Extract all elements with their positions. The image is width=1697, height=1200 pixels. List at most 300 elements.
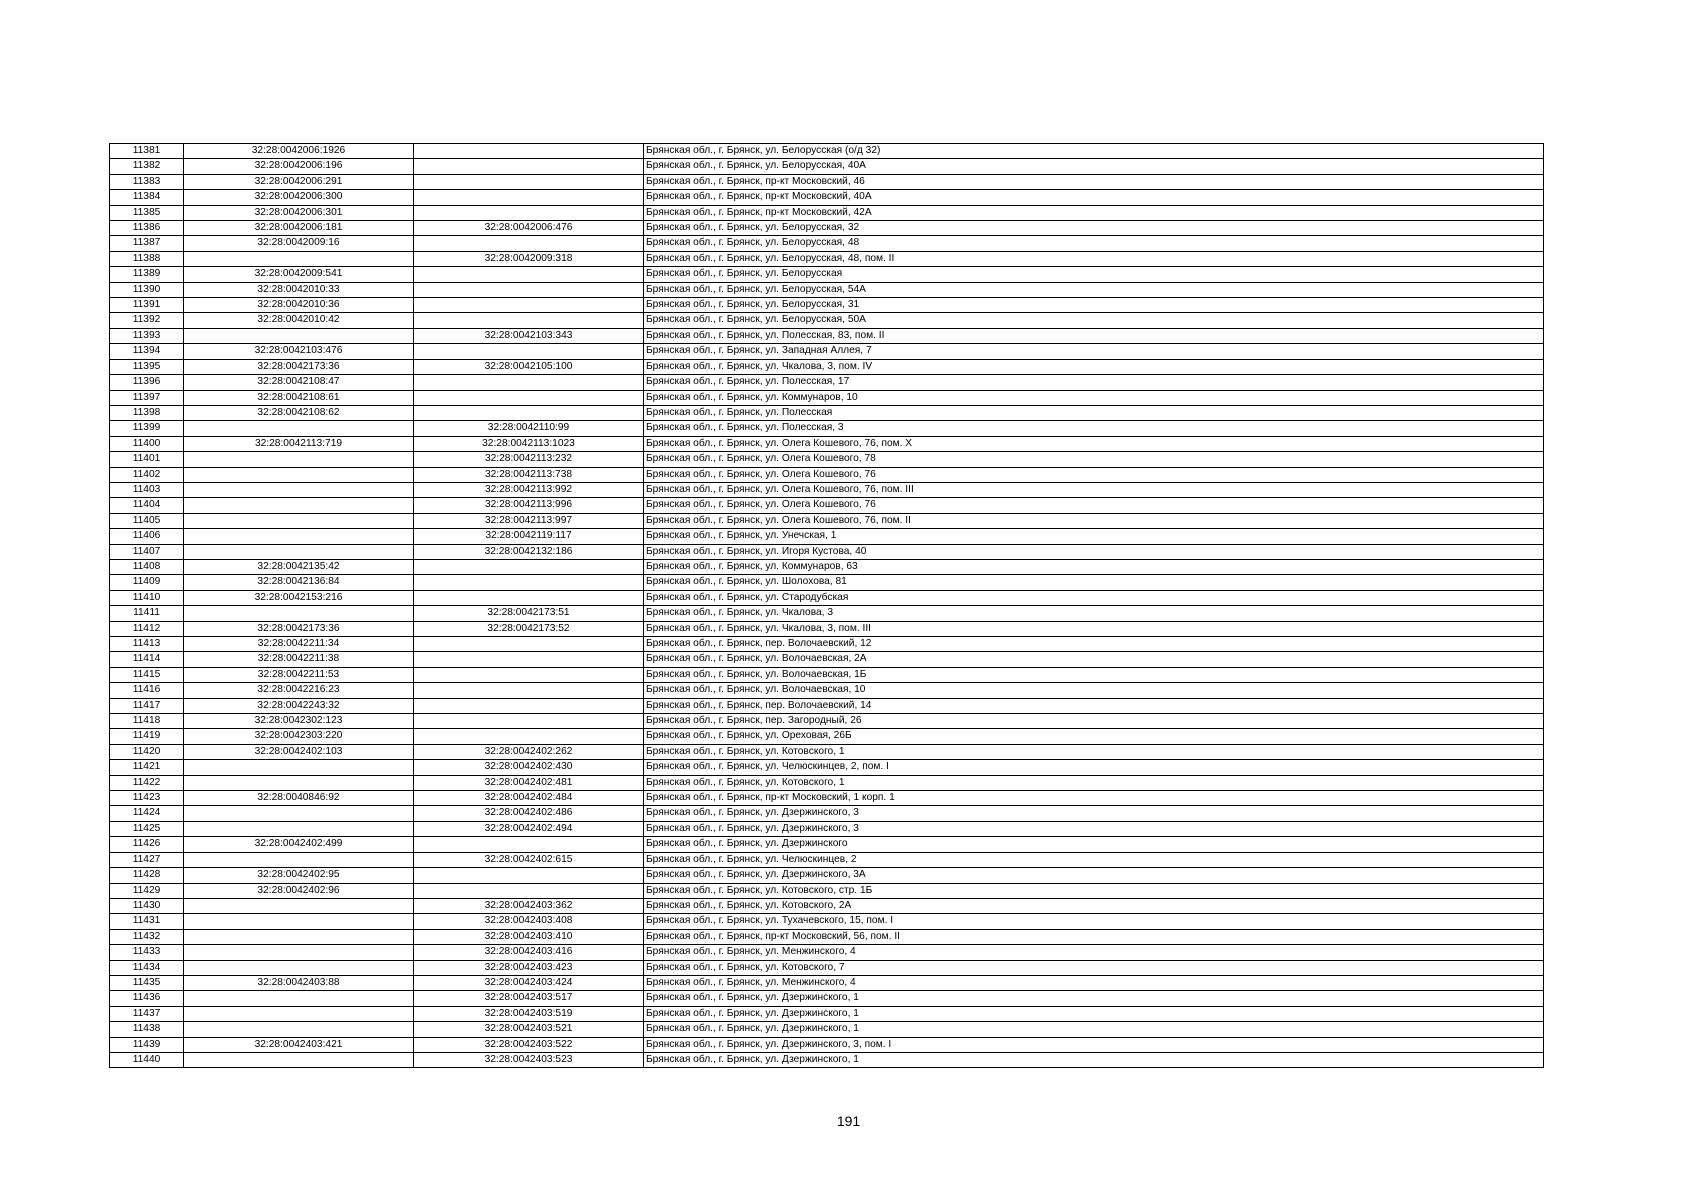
row-number-cell: 11386 [110, 221, 184, 236]
cadastral-number-cell: 32:28:0042243:32 [184, 698, 414, 713]
cadastral-number-cell [184, 606, 414, 621]
table-row [110, 637, 1544, 652]
row-number-cell: 11383 [110, 174, 184, 189]
table-row [110, 282, 1544, 297]
row-number-cell: 11389 [110, 267, 184, 282]
table-row [110, 714, 1544, 729]
address-cell: Брянская обл., г. Брянск, ул. Дзержинского, 1 [644, 1022, 1544, 1037]
address-cell: Брянская обл., г. Брянск, ул. Стародубская [644, 590, 1544, 605]
object-cadastral-number-cell: 32:28:0042006:476 [414, 221, 644, 236]
object-cadastral-number-cell: 32:28:0042103:343 [414, 328, 644, 343]
address-cell: Брянская обл., г. Брянск, ул. Чкалова, 3, пом. IV [644, 359, 1544, 374]
object-cadastral-number-cell [414, 868, 644, 883]
address-cell: Брянская обл., г. Брянск, пр-кт Московский, 1 корп. 1 [644, 791, 1544, 806]
table-row [110, 652, 1544, 667]
table-row [110, 159, 1544, 174]
object-cadastral-number-cell: 32:28:0042403:416 [414, 945, 644, 960]
address-cell: Брянская обл., г. Брянск, ул. Олега Кошевого, 76 [644, 467, 1544, 482]
table-row [110, 298, 1544, 313]
address-cell: Брянская обл., г. Брянск, пер. Загородный, 26 [644, 714, 1544, 729]
table-row [110, 775, 1544, 790]
table-row [110, 791, 1544, 806]
cadastral-number-cell: 32:28:0042006:181 [184, 221, 414, 236]
object-cadastral-number-cell [414, 714, 644, 729]
table-row [110, 375, 1544, 390]
object-cadastral-number-cell [414, 174, 644, 189]
row-number-cell: 11428 [110, 868, 184, 883]
address-cell: Брянская обл., г. Брянск, ул. Котовского, стр. 1Б [644, 883, 1544, 898]
cadastral-number-cell: 32:28:0042006:301 [184, 205, 414, 220]
address-cell: Брянская обл., г. Брянск, ул. Полесская [644, 405, 1544, 420]
cadastral-number-cell [184, 452, 414, 467]
row-number-cell: 11396 [110, 375, 184, 390]
cadastral-number-cell [184, 482, 414, 497]
table-row [110, 760, 1544, 775]
cadastral-number-cell: 32:28:0042403:421 [184, 1037, 414, 1052]
cadastral-number-cell: 32:28:0042010:33 [184, 282, 414, 297]
cadastral-number-cell [184, 498, 414, 513]
table-row [110, 498, 1544, 513]
object-cadastral-number-cell [414, 637, 644, 652]
table-row [110, 621, 1544, 636]
address-cell: Брянская обл., г. Брянск, ул. Волочаевская, 1Б [644, 667, 1544, 682]
address-cell: Брянская обл., г. Брянск, ул. Шолохова, 81 [644, 575, 1544, 590]
row-number-cell: 11431 [110, 914, 184, 929]
address-cell: Брянская обл., г. Брянск, ул. Белорусская, 54А [644, 282, 1544, 297]
object-cadastral-number-cell: 32:28:0042009:318 [414, 251, 644, 266]
object-cadastral-number-cell: 32:28:0042403:408 [414, 914, 644, 929]
row-number-cell: 11407 [110, 544, 184, 559]
address-cell: Брянская обл., г. Брянск, пр-кт Московский, 40А [644, 190, 1544, 205]
object-cadastral-number-cell: 32:28:0042403:523 [414, 1052, 644, 1067]
object-cadastral-number-cell: 32:28:0042403:423 [414, 960, 644, 975]
row-number-cell: 11390 [110, 282, 184, 297]
address-cell: Брянская обл., г. Брянск, ул. Унечская, 1 [644, 529, 1544, 544]
row-number-cell: 11406 [110, 529, 184, 544]
table-row [110, 1022, 1544, 1037]
address-cell: Брянская обл., г. Брянск, ул. Полесская, 3 [644, 421, 1544, 436]
cadastral-number-cell [184, 991, 414, 1006]
row-number-cell: 11432 [110, 929, 184, 944]
cadastral-number-cell [184, 914, 414, 929]
table-row [110, 852, 1544, 867]
object-cadastral-number-cell: 32:28:0042403:521 [414, 1022, 644, 1037]
object-cadastral-number-cell: 32:28:0042403:362 [414, 898, 644, 913]
object-cadastral-number-cell: 32:28:0042403:410 [414, 929, 644, 944]
table-row [110, 559, 1544, 574]
object-cadastral-number-cell: 32:28:0042402:481 [414, 775, 644, 790]
cadastral-number-cell: 32:28:0042302:123 [184, 714, 414, 729]
row-number-cell: 11404 [110, 498, 184, 513]
cadastral-number-cell [184, 945, 414, 960]
row-number-cell: 11425 [110, 821, 184, 836]
page-number: 191 [836, 1113, 861, 1129]
address-cell: Брянская обл., г. Брянск, пер. Волочаевский, 14 [644, 698, 1544, 713]
address-cell: Брянская обл., г. Брянск, ул. Дзержинского, 1 [644, 1006, 1544, 1021]
object-cadastral-number-cell [414, 683, 644, 698]
cadastral-number-cell: 32:28:0042108:61 [184, 390, 414, 405]
row-number-cell: 11435 [110, 975, 184, 990]
object-cadastral-number-cell: 32:28:0042132:186 [414, 544, 644, 559]
table-row [110, 221, 1544, 236]
table-row [110, 1052, 1544, 1067]
cadastral-number-cell: 32:28:0042006:291 [184, 174, 414, 189]
cadastral-number-cell: 32:28:0042108:47 [184, 375, 414, 390]
address-cell: Брянская обл., г. Брянск, ул. Дзержинского, 1 [644, 1052, 1544, 1067]
object-cadastral-number-cell [414, 236, 644, 251]
table-row [110, 868, 1544, 883]
table-row [110, 744, 1544, 759]
address-cell: Брянская обл., г. Брянск, ул. Белорусская, 50А [644, 313, 1544, 328]
row-number-cell: 11437 [110, 1006, 184, 1021]
cadastral-number-cell: 32:28:0042211:34 [184, 637, 414, 652]
object-cadastral-number-cell: 32:28:0042173:52 [414, 621, 644, 636]
table-row [110, 236, 1544, 251]
address-cell: Брянская обл., г. Брянск, ул. Западная Аллея, 7 [644, 344, 1544, 359]
address-cell: Брянская обл., г. Брянск, ул. Олега Кошевого, 76, пом. III [644, 482, 1544, 497]
address-cell: Брянская обл., г. Брянск, ул. Олега Кошевого, 76, пом. II [644, 513, 1544, 528]
cadastral-number-cell [184, 806, 414, 821]
row-number-cell: 11420 [110, 744, 184, 759]
table-row [110, 421, 1544, 436]
object-cadastral-number-cell: 32:28:0042113:1023 [414, 436, 644, 451]
row-number-cell: 11422 [110, 775, 184, 790]
address-cell: Брянская обл., г. Брянск, пр-кт Московский, 56, пом. II [644, 929, 1544, 944]
table-row [110, 606, 1544, 621]
address-cell: Брянская обл., г. Брянск, ул. Менжинского, 4 [644, 975, 1544, 990]
cadastral-number-cell [184, 1052, 414, 1067]
row-number-cell: 11440 [110, 1052, 184, 1067]
object-cadastral-number-cell: 32:28:0042402:430 [414, 760, 644, 775]
object-cadastral-number-cell: 32:28:0042402:494 [414, 821, 644, 836]
row-number-cell: 11397 [110, 390, 184, 405]
cadastral-number-cell: 32:28:0042103:476 [184, 344, 414, 359]
object-cadastral-number-cell [414, 344, 644, 359]
address-cell: Брянская обл., г. Брянск, ул. Белорусская, 32 [644, 221, 1544, 236]
row-number-cell: 11387 [110, 236, 184, 251]
row-number-cell: 11398 [110, 405, 184, 420]
cadastral-number-cell: 32:28:0042402:95 [184, 868, 414, 883]
cadastral-number-cell [184, 529, 414, 544]
object-cadastral-number-cell [414, 313, 644, 328]
cadastral-number-cell [184, 544, 414, 559]
row-number-cell: 11426 [110, 837, 184, 852]
row-number-cell: 11388 [110, 251, 184, 266]
cadastral-number-cell: 32:28:0042402:103 [184, 744, 414, 759]
table-row [110, 883, 1544, 898]
object-cadastral-number-cell [414, 159, 644, 174]
address-cell: Брянская обл., г. Брянск, ул. Менжинского, 4 [644, 945, 1544, 960]
table-row [110, 575, 1544, 590]
object-cadastral-number-cell: 32:28:0042113:232 [414, 452, 644, 467]
address-cell: Брянская обл., г. Брянск, ул. Котовского, 2А [644, 898, 1544, 913]
register-table [109, 143, 1544, 1068]
object-cadastral-number-cell: 32:28:0042403:522 [414, 1037, 644, 1052]
cadastral-number-cell [184, 1022, 414, 1037]
address-cell: Брянская обл., г. Брянск, ул. Челюскинцев, 2 [644, 852, 1544, 867]
object-cadastral-number-cell [414, 390, 644, 405]
object-cadastral-number-cell [414, 282, 644, 297]
row-number-cell: 11414 [110, 652, 184, 667]
cadastral-number-cell: 32:28:0042153:216 [184, 590, 414, 605]
cadastral-number-cell: 32:28:0042303:220 [184, 729, 414, 744]
row-number-cell: 11436 [110, 991, 184, 1006]
cadastral-number-cell [184, 775, 414, 790]
row-number-cell: 11421 [110, 760, 184, 775]
address-cell: Брянская обл., г. Брянск, ул. Чкалова, 3, пом. III [644, 621, 1544, 636]
object-cadastral-number-cell: 32:28:0042113:997 [414, 513, 644, 528]
address-cell: Брянская обл., г. Брянск, ул. Дзержинского, 3А [644, 868, 1544, 883]
address-cell: Брянская обл., г. Брянск, ул. Олега Кошевого, 76 [644, 498, 1544, 513]
address-cell: Брянская обл., г. Брянск, ул. Коммунаров, 63 [644, 559, 1544, 574]
cadastral-number-cell [184, 1006, 414, 1021]
row-number-cell: 11392 [110, 313, 184, 328]
table-row [110, 821, 1544, 836]
address-cell: Брянская обл., г. Брянск, ул. Белорусская, 31 [644, 298, 1544, 313]
table-row [110, 328, 1544, 343]
address-cell: Брянская обл., г. Брянск, ул. Полесская, 83, пом. II [644, 328, 1544, 343]
address-cell: Брянская обл., г. Брянск, ул. Белорусская [644, 267, 1544, 282]
object-cadastral-number-cell [414, 205, 644, 220]
object-cadastral-number-cell: 32:28:0042403:424 [414, 975, 644, 990]
table-row [110, 205, 1544, 220]
row-number-cell: 11385 [110, 205, 184, 220]
cadastral-number-cell [184, 467, 414, 482]
address-cell: Брянская обл., г. Брянск, ул. Дзержинского, 1 [644, 991, 1544, 1006]
cadastral-number-cell [184, 852, 414, 867]
address-cell: Брянская обл., г. Брянск, ул. Олега Кошевого, 78 [644, 452, 1544, 467]
row-number-cell: 11430 [110, 898, 184, 913]
cadastral-number-cell: 32:28:0042216:23 [184, 683, 414, 698]
table-row [110, 898, 1544, 913]
row-number-cell: 11413 [110, 637, 184, 652]
object-cadastral-number-cell [414, 667, 644, 682]
address-cell: Брянская обл., г. Брянск, ул. Волочаевская, 10 [644, 683, 1544, 698]
table-row [110, 806, 1544, 821]
object-cadastral-number-cell [414, 559, 644, 574]
row-number-cell: 11429 [110, 883, 184, 898]
cadastral-number-cell [184, 328, 414, 343]
cadastral-number-cell: 32:28:0042136:84 [184, 575, 414, 590]
row-number-cell: 11408 [110, 559, 184, 574]
cadastral-number-cell: 32:28:0042173:36 [184, 621, 414, 636]
cadastral-number-cell [184, 929, 414, 944]
row-number-cell: 11427 [110, 852, 184, 867]
object-cadastral-number-cell [414, 575, 644, 590]
address-cell: Брянская обл., г. Брянск, пр-кт Московский, 42А [644, 205, 1544, 220]
object-cadastral-number-cell: 32:28:0042113:996 [414, 498, 644, 513]
row-number-cell: 11438 [110, 1022, 184, 1037]
address-cell: Брянская обл., г. Брянск, ул. Дзержинского, 3 [644, 806, 1544, 821]
row-number-cell: 11399 [110, 421, 184, 436]
object-cadastral-number-cell [414, 698, 644, 713]
address-cell: Брянская обл., г. Брянск, ул. Белорусская, 40А [644, 159, 1544, 174]
row-number-cell: 11409 [110, 575, 184, 590]
address-cell: Брянская обл., г. Брянск, ул. Челюскинцев, 2, пом. I [644, 760, 1544, 775]
row-number-cell: 11439 [110, 1037, 184, 1052]
table-row [110, 313, 1544, 328]
table-row [110, 359, 1544, 374]
address-cell: Брянская обл., г. Брянск, ул. Котовского, 1 [644, 775, 1544, 790]
row-number-cell: 11393 [110, 328, 184, 343]
table-row [110, 1037, 1544, 1052]
object-cadastral-number-cell [414, 405, 644, 420]
table-row [110, 729, 1544, 744]
cadastral-number-cell: 32:28:0042006:1926 [184, 144, 414, 159]
table-row [110, 991, 1544, 1006]
cadastral-number-cell: 32:28:0042010:36 [184, 298, 414, 313]
table-row [110, 837, 1544, 852]
register-table-body [110, 144, 1544, 1068]
table-row [110, 683, 1544, 698]
address-cell: Брянская обл., г. Брянск, ул. Котовского, 1 [644, 744, 1544, 759]
object-cadastral-number-cell: 32:28:0042105:100 [414, 359, 644, 374]
address-cell: Брянская обл., г. Брянск, ул. Игоря Кустова, 40 [644, 544, 1544, 559]
row-number-cell: 11419 [110, 729, 184, 744]
cadastral-number-cell: 32:28:0042173:36 [184, 359, 414, 374]
row-number-cell: 11424 [110, 806, 184, 821]
table-row [110, 544, 1544, 559]
object-cadastral-number-cell [414, 144, 644, 159]
object-cadastral-number-cell [414, 267, 644, 282]
cadastral-number-cell: 32:28:0040846:92 [184, 791, 414, 806]
cadastral-number-cell: 32:28:0042402:499 [184, 837, 414, 852]
table-row [110, 190, 1544, 205]
address-cell: Брянская обл., г. Брянск, ул. Дзержинского [644, 837, 1544, 852]
object-cadastral-number-cell [414, 729, 644, 744]
row-number-cell: 11382 [110, 159, 184, 174]
table-row [110, 251, 1544, 266]
object-cadastral-number-cell: 32:28:0042113:992 [414, 482, 644, 497]
object-cadastral-number-cell: 32:28:0042113:738 [414, 467, 644, 482]
cadastral-number-cell [184, 251, 414, 266]
table-row [110, 698, 1544, 713]
address-cell: Брянская обл., г. Брянск, ул. Тухачевского, 15, пом. I [644, 914, 1544, 929]
address-cell: Брянская обл., г. Брянск, ул. Полесская, 17 [644, 375, 1544, 390]
object-cadastral-number-cell: 32:28:0042402:615 [414, 852, 644, 867]
address-cell: Брянская обл., г. Брянск, ул. Белорусская, 48, пом. II [644, 251, 1544, 266]
address-cell: Брянская обл., г. Брянск, ул. Котовского, 7 [644, 960, 1544, 975]
row-number-cell: 11416 [110, 683, 184, 698]
object-cadastral-number-cell [414, 883, 644, 898]
cadastral-number-cell: 32:28:0042403:88 [184, 975, 414, 990]
cadastral-number-cell: 32:28:0042402:96 [184, 883, 414, 898]
row-number-cell: 11418 [110, 714, 184, 729]
row-number-cell: 11400 [110, 436, 184, 451]
row-number-cell: 11381 [110, 144, 184, 159]
object-cadastral-number-cell: 32:28:0042402:262 [414, 744, 644, 759]
object-cadastral-number-cell [414, 298, 644, 313]
address-cell: Брянская обл., г. Брянск, ул. Белорусская (о/д 32) [644, 144, 1544, 159]
object-cadastral-number-cell: 32:28:0042119:117 [414, 529, 644, 544]
address-cell: Брянская обл., г. Брянск, ул. Ореховая, 26Б [644, 729, 1544, 744]
row-number-cell: 11384 [110, 190, 184, 205]
cadastral-number-cell: 32:28:0042009:16 [184, 236, 414, 251]
address-cell: Брянская обл., г. Брянск, ул. Волочаевская, 2А [644, 652, 1544, 667]
cadastral-number-cell [184, 898, 414, 913]
table-row [110, 436, 1544, 451]
table-row [110, 390, 1544, 405]
cadastral-number-cell: 32:28:0042135:42 [184, 559, 414, 574]
cadastral-number-cell: 32:28:0042108:62 [184, 405, 414, 420]
cadastral-number-cell: 32:28:0042006:196 [184, 159, 414, 174]
table-row [110, 1006, 1544, 1021]
table-row [110, 513, 1544, 528]
table-row [110, 529, 1544, 544]
cadastral-number-cell: 32:28:0042006:300 [184, 190, 414, 205]
row-number-cell: 11405 [110, 513, 184, 528]
cadastral-number-cell: 32:28:0042009:541 [184, 267, 414, 282]
table-row [110, 590, 1544, 605]
address-cell: Брянская обл., г. Брянск, ул. Олега Кошевого, 76, пом. X [644, 436, 1544, 451]
table-row [110, 144, 1544, 159]
table-row [110, 452, 1544, 467]
object-cadastral-number-cell: 32:28:0042402:486 [414, 806, 644, 821]
table-row [110, 929, 1544, 944]
table-row [110, 945, 1544, 960]
object-cadastral-number-cell: 32:28:0042173:51 [414, 606, 644, 621]
address-cell: Брянская обл., г. Брянск, ул. Дзержинского, 3, пом. I [644, 1037, 1544, 1052]
cadastral-number-cell [184, 960, 414, 975]
object-cadastral-number-cell [414, 837, 644, 852]
cadastral-number-cell: 32:28:0042211:38 [184, 652, 414, 667]
address-cell: Брянская обл., г. Брянск, ул. Чкалова, 3 [644, 606, 1544, 621]
row-number-cell: 11434 [110, 960, 184, 975]
object-cadastral-number-cell: 32:28:0042402:484 [414, 791, 644, 806]
row-number-cell: 11395 [110, 359, 184, 374]
object-cadastral-number-cell: 32:28:0042403:517 [414, 991, 644, 1006]
table-row [110, 667, 1544, 682]
address-cell: Брянская обл., г. Брянск, пер. Волочаевский, 12 [644, 637, 1544, 652]
row-number-cell: 11410 [110, 590, 184, 605]
object-cadastral-number-cell [414, 652, 644, 667]
cadastral-number-cell: 32:28:0042010:42 [184, 313, 414, 328]
object-cadastral-number-cell [414, 190, 644, 205]
address-cell: Брянская обл., г. Брянск, ул. Дзержинского, 3 [644, 821, 1544, 836]
cadastral-number-cell [184, 513, 414, 528]
row-number-cell: 11391 [110, 298, 184, 313]
row-number-cell: 11415 [110, 667, 184, 682]
row-number-cell: 11423 [110, 791, 184, 806]
table-row [110, 267, 1544, 282]
cadastral-number-cell [184, 821, 414, 836]
object-cadastral-number-cell [414, 375, 644, 390]
cadastral-number-cell [184, 421, 414, 436]
address-cell: Брянская обл., г. Брянск, пр-кт Московский, 46 [644, 174, 1544, 189]
table-row [110, 960, 1544, 975]
row-number-cell: 11394 [110, 344, 184, 359]
address-cell: Брянская обл., г. Брянск, ул. Белорусская, 48 [644, 236, 1544, 251]
table-row [110, 975, 1544, 990]
object-cadastral-number-cell: 32:28:0042110:99 [414, 421, 644, 436]
table-row [110, 467, 1544, 482]
object-cadastral-number-cell [414, 590, 644, 605]
cadastral-number-cell [184, 760, 414, 775]
row-number-cell: 11433 [110, 945, 184, 960]
row-number-cell: 11417 [110, 698, 184, 713]
table-row [110, 914, 1544, 929]
table-row [110, 482, 1544, 497]
object-cadastral-number-cell: 32:28:0042403:519 [414, 1006, 644, 1021]
cadastral-number-cell: 32:28:0042113:719 [184, 436, 414, 451]
cadastral-number-cell: 32:28:0042211:53 [184, 667, 414, 682]
row-number-cell: 11412 [110, 621, 184, 636]
table-row [110, 174, 1544, 189]
table-row [110, 344, 1544, 359]
row-number-cell: 11403 [110, 482, 184, 497]
row-number-cell: 11402 [110, 467, 184, 482]
row-number-cell: 11401 [110, 452, 184, 467]
